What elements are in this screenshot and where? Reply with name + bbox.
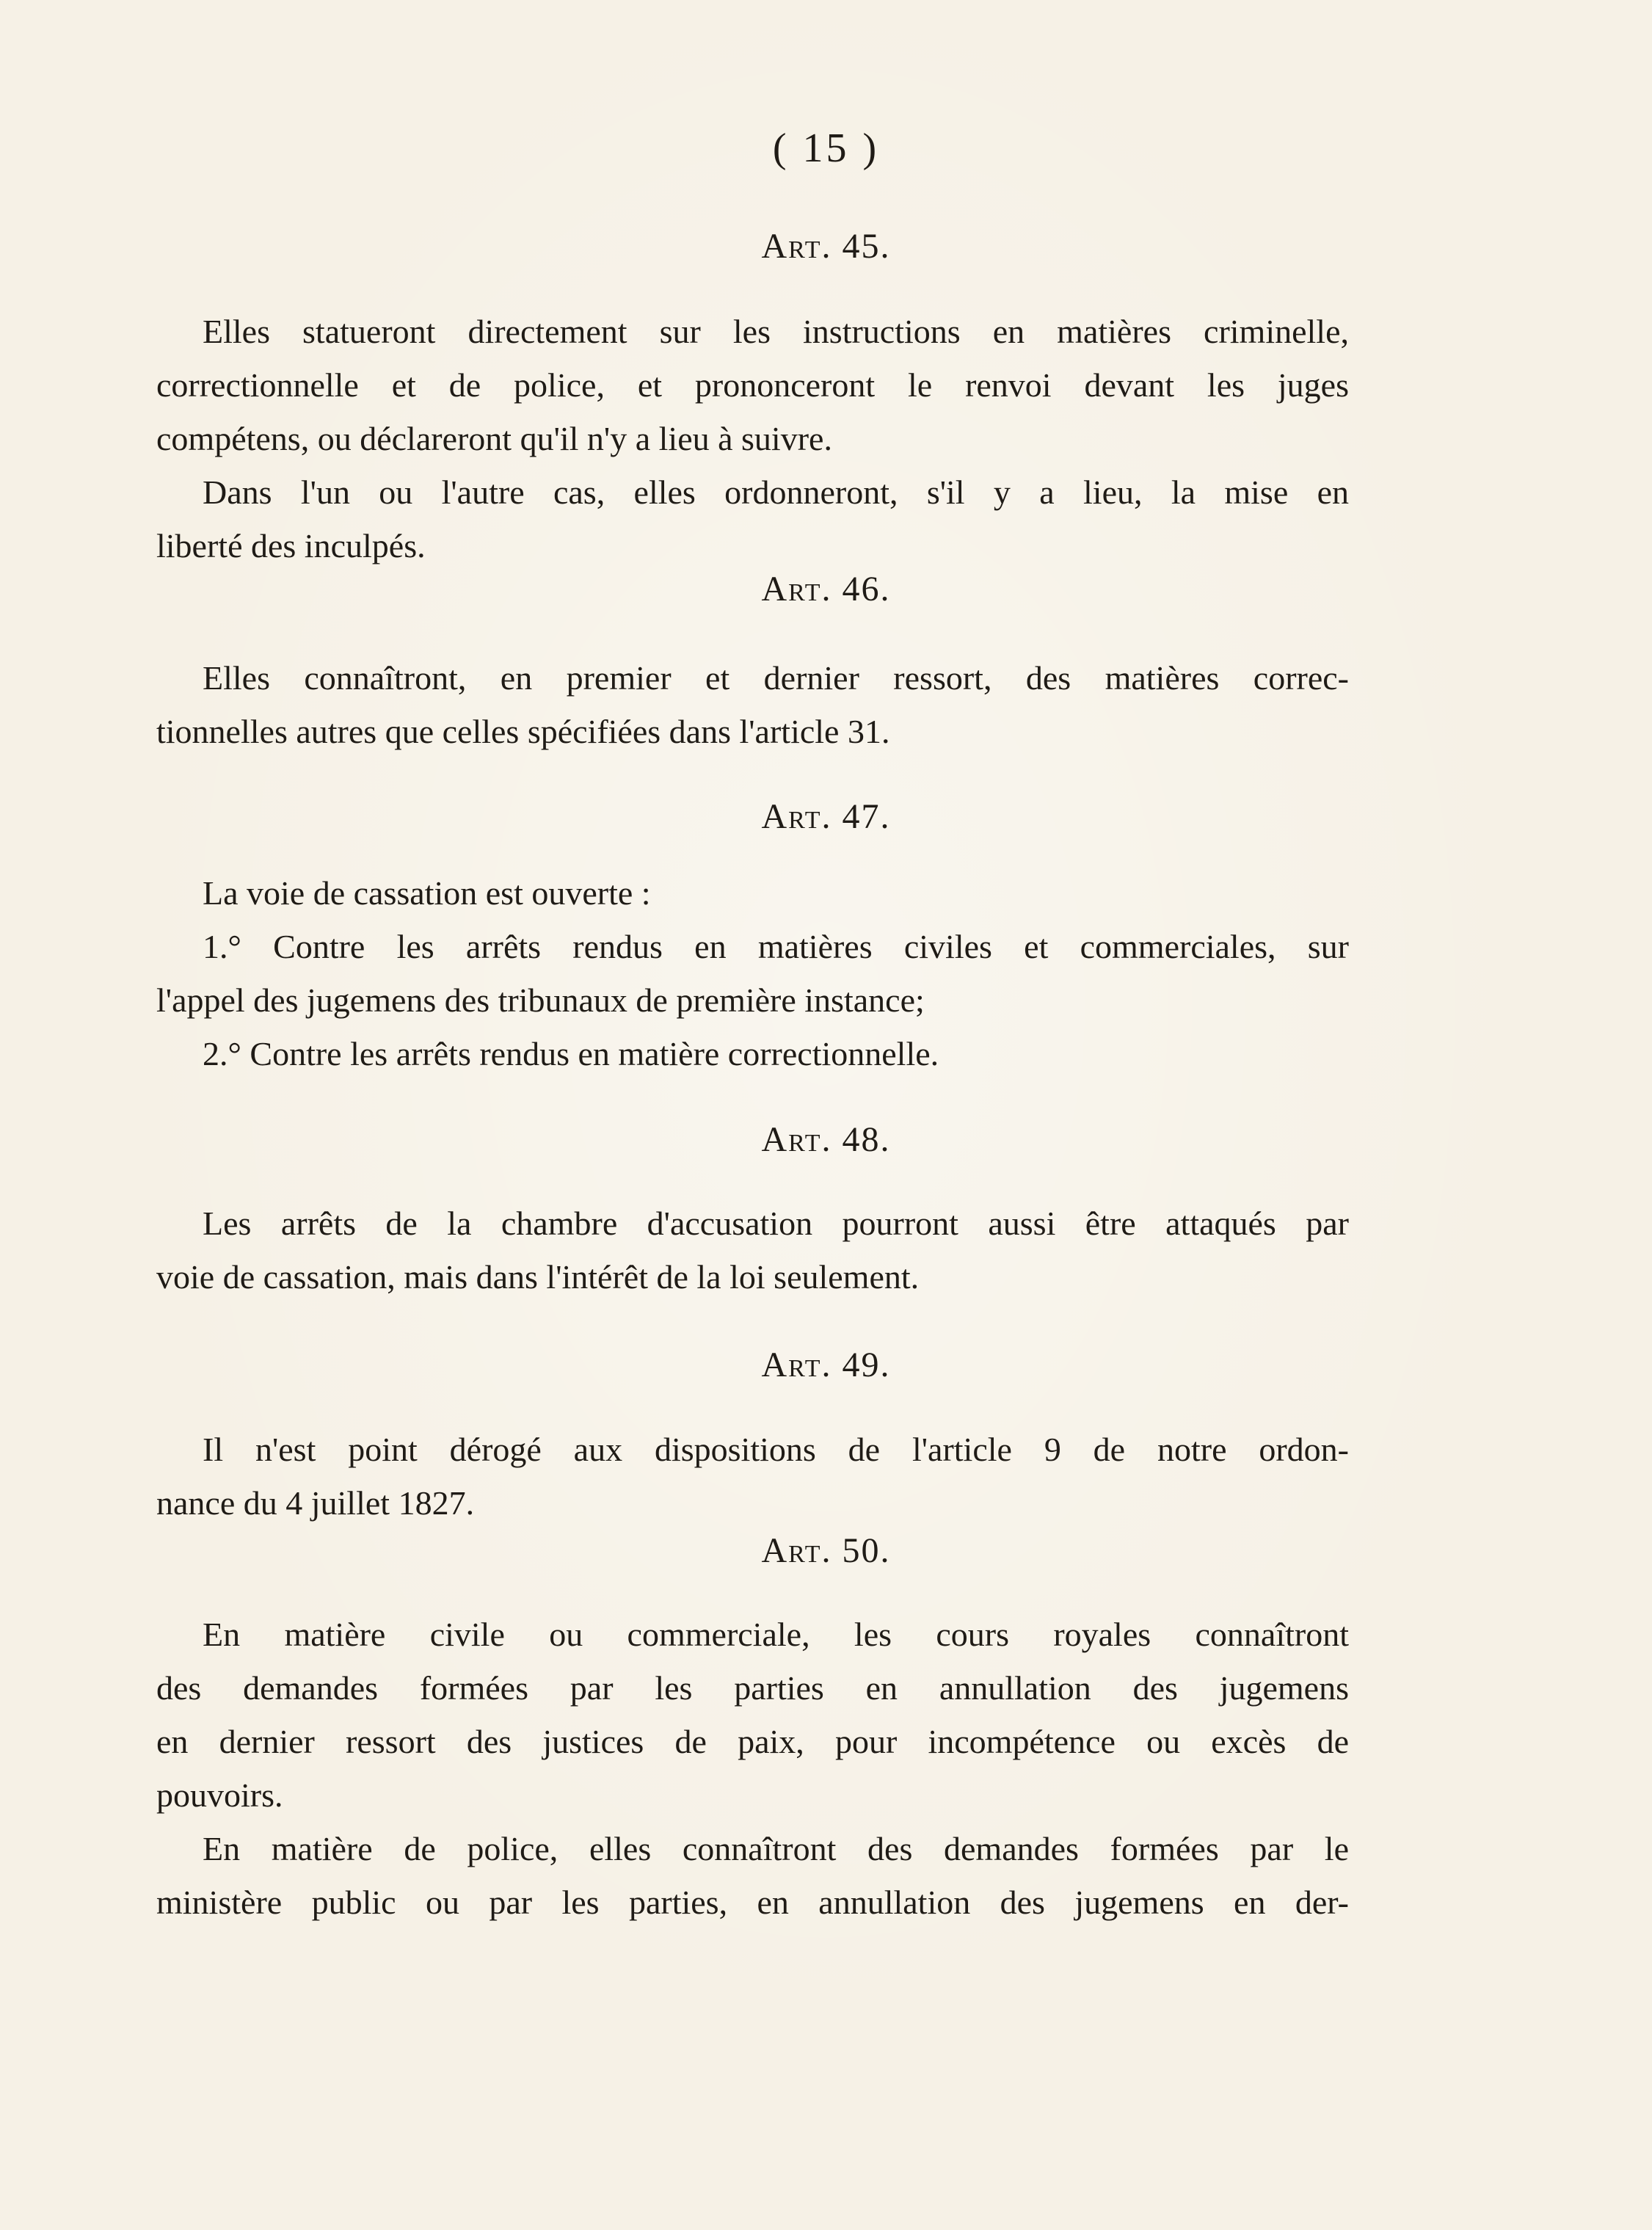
text-line: nance du 4 juillet 1827.: [156, 1484, 475, 1522]
text-line: Elles connaîtront, en premier et dernier ressort, des matières correc-: [203, 659, 1349, 697]
text-line: correctionnelle et de police, et prononceront le renvoi devant les juges: [156, 366, 1349, 404]
article-heading: Art. 46.: [761, 570, 891, 609]
text-line: En matière de police, elles connaîtront des demandes formées par le: [203, 1830, 1349, 1867]
text-line: tionnelles autres que celles spécifiées dans l'article 31.: [156, 713, 890, 750]
text-line: ministère public ou par les parties, en annullation des jugemens en der-: [156, 1884, 1349, 1921]
article-body: [156, 1608, 1349, 1929]
text-line: 2.° Contre les arrêts rendus en matière correctionnelle.: [203, 1035, 939, 1072]
text-line: des demandes formées par les parties en annullation des jugemens: [156, 1669, 1349, 1707]
article-body: [156, 1196, 1349, 1304]
article-body: [156, 866, 1349, 1081]
text-line: l'appel des jugemens des tribunaux de première instance;: [156, 981, 925, 1019]
text-line: Les arrêts de la chambre d'accusation pourront aussi être attaqués par: [203, 1205, 1349, 1242]
text-line: Elles statueront directement sur les instructions en matières criminelle,: [203, 313, 1349, 350]
article-heading: Art. 49.: [761, 1345, 891, 1384]
text-line: liberté des inculpés.: [156, 527, 426, 564]
text-line: En matière civile ou commerciale, les cours royales connaîtront: [203, 1616, 1349, 1653]
article-body: [156, 1423, 1349, 1530]
text-line: en dernier ressort des justices de paix, pour incompétence ou excès de: [156, 1723, 1349, 1760]
text-line: Il n'est point dérogé aux dispositions de l'article 9 de notre ordon-: [203, 1431, 1349, 1468]
article-heading: Art. 45.: [761, 227, 891, 266]
article-heading: Art. 48.: [761, 1120, 891, 1159]
text-line: pouvoirs.: [156, 1776, 283, 1814]
article-heading: Art. 50.: [761, 1531, 891, 1570]
text-line: La voie de cassation est ouverte :: [203, 874, 651, 912]
text-line: voie de cassation, mais dans l'intérêt de la loi seulement.: [156, 1258, 920, 1296]
text-line: Dans l'un ou l'autre cas, elles ordonneront, s'il y a lieu, la mise en: [203, 473, 1349, 511]
article-body: [156, 305, 1349, 573]
text-line: compétens, ou déclareront qu'il n'y a lieu à suivre.: [156, 420, 832, 457]
text-line: 1.° Contre les arrêts rendus en matières civiles et commerciales, sur: [203, 928, 1349, 965]
article-heading: Art. 47.: [761, 797, 891, 836]
page-number: ( 15 ): [772, 126, 880, 171]
article-body: [156, 651, 1349, 758]
